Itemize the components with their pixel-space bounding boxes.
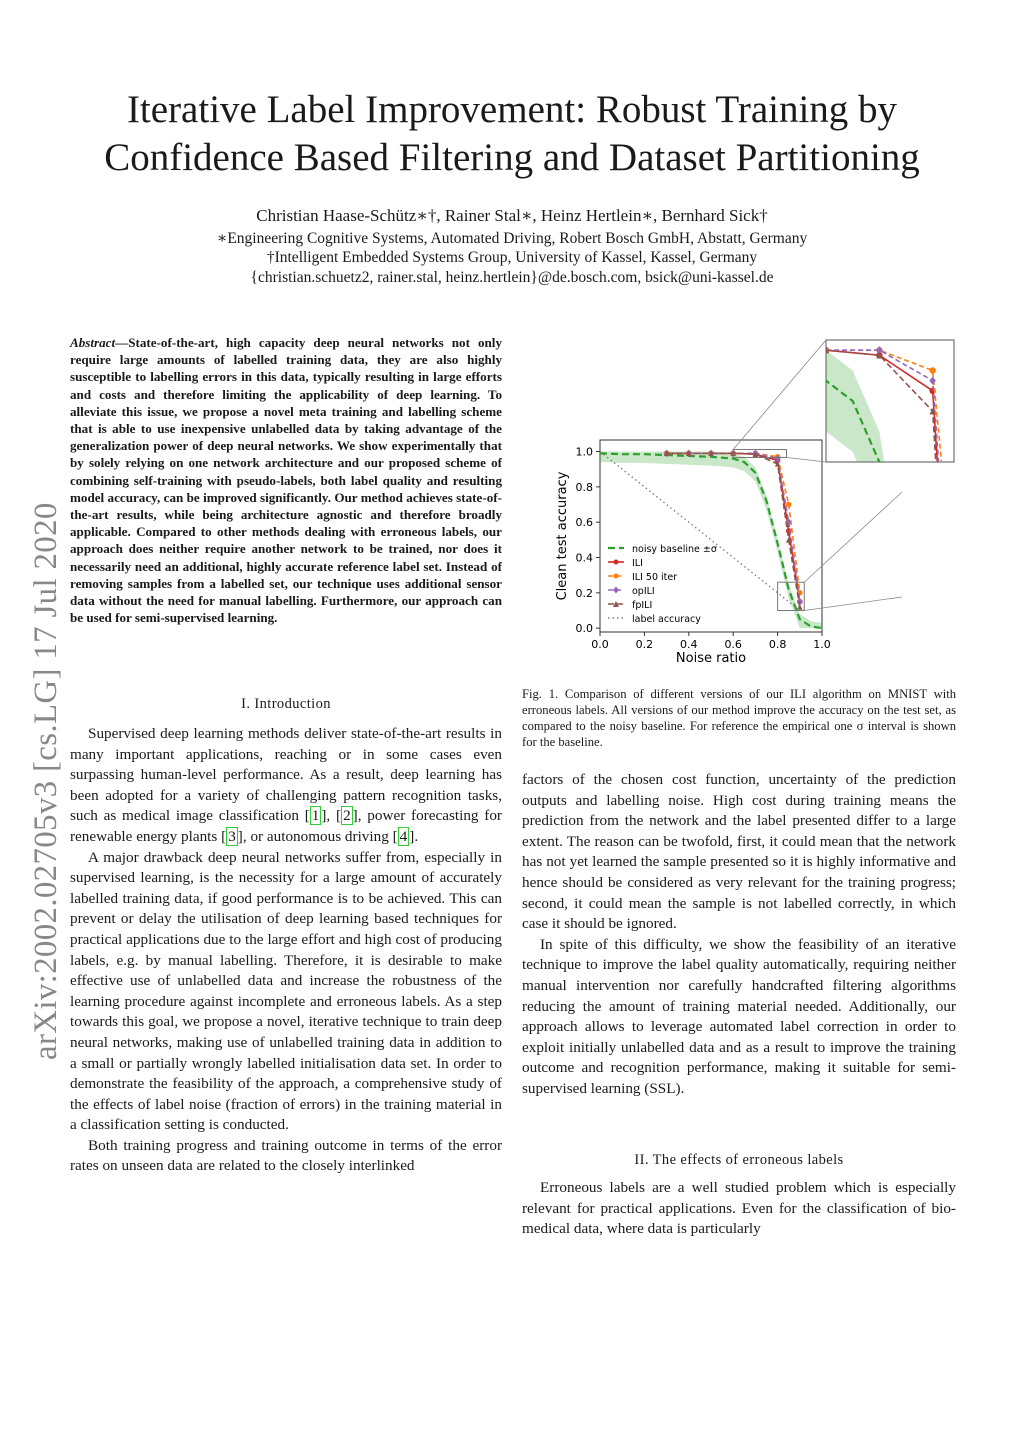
citation-link[interactable]: 1 <box>311 807 320 825</box>
data-point <box>769 346 775 354</box>
abstract <box>70 334 502 626</box>
legend-label: fpILI <box>632 600 653 611</box>
legend-label: label accuracy <box>632 614 701 625</box>
section-2-paragraph-1: Erroneous labels are a well studied problem which is especially relevant for practical applications. Even for the classification of bio-medical data, where data is particularly <box>522 1179 956 1238</box>
inset-connector <box>733 340 826 450</box>
series-line <box>600 452 800 611</box>
citation-link[interactable]: 3 <box>228 827 236 845</box>
data-point <box>929 367 935 373</box>
x-tick-label: 0.8 <box>768 638 787 651</box>
paper-title: Iterative Label Improvement: Robust Training by Confidence Based Filtering and Dataset Partitioning <box>104 88 920 179</box>
inset-connector <box>786 458 826 462</box>
citation-link[interactable]: 2 <box>343 807 351 825</box>
chart-legend <box>608 544 717 625</box>
abstract-text: —State-of-the-art, high capacity deep neural networks not only require large amounts of labelled training data, they are also highly susceptible to labelling errors in this data, typically resulting in large efforts and costs and therefore limiting the applicability of deep learning. To alleviate this issue, we propose a novel meta training and labelling scheme that is able to use inexpensive unlabelled data by taking advantage of the generalization power of deep neural networks. We show experimentally that by solely relying on one network architecture and our proposed scheme of combining self-training with pseudo-labels, both label quality and resulting model accuracy, can be improved significantly. Our method achieves state-of-the-art results, while being architecture agnostic and therefore broadly applicable. Compared to other methods dealing with erroneous labels, our approach does neither require another network to be trained, nor does it necessarily need an additional, highly accurate reference label set. Instead of removing samples from a labelled set, our technique uses additional sensor data without the need for manual labelling. Furthermore, our approach can be used for semi-supervised learning. <box>70 335 502 626</box>
y-tick-label: 1.0 <box>575 445 593 459</box>
x-tick-label: 0.0 <box>591 638 609 651</box>
figure-1-chart <box>522 332 956 680</box>
intro-paragraph-1: Supervised deep learning methods deliver state-of-the-art results in many important applications, reaching or in some cases even surpassing human-level performance. As a result, deep learning has been adopted for a variety of challenging pattern recognition tasks, such as medical image classification [ 1 ], [ 2 ], power forecasting for renewable energy plants [ 3 ], or autonomous driving [ 4 ]. <box>70 725 502 845</box>
legend-label: ILI <box>632 558 643 569</box>
figure-1-caption: Fig. 1. Comparison of different versions of our ILI algorithm on MNIST with erroneous labels. All versions of our method improve the accuracy on the test set, as compared to the noisy baseline. For reference the empirical one σ interval is shown for the baseline. <box>522 687 956 749</box>
author-list: Christian Haase-Schütz∗†, Rainer Stal∗, Heinz Hertlein∗, Bernhard Sick† <box>256 206 768 225</box>
data-point <box>716 346 722 354</box>
x-tick-label: 0.4 <box>680 638 698 651</box>
arxiv-identifier[interactable]: arXiv:2002.02705v3 [cs.LG] 17 Jul 2020 <box>28 502 64 1060</box>
intro-paragraph-2: A major drawback deep neural networks suffer from, especially in supervised learning, is the necessity for a large amount of accurately labelled training data, if good performance is to be achieved. This can prevent or delay the utilisation of deep learning based techniques for practical applications due to the large effort and high cost of producing labels, e.g. by manual labelling. Therefore, it is desirable to make effective use of unlabelled data and increase the robustness of the learning procedure against incomplete and erroneous labels. As a step towards this goal, we propose a novel, iterative technique to train deep neural networks, making use of unlabelled training data in addition to a small or partially wrongly labelled initialisation data set. In order to demonstrate the feasibility of the approach, a comprehensive study of the effects of label noise (fraction of errors) in the training material in a classification setting is conducted. <box>70 848 502 1134</box>
y-axis-label: Clean test accuracy <box>555 471 570 601</box>
data-point <box>769 347 775 353</box>
data-point <box>663 346 669 354</box>
right-paragraph-2: In spite of this difficulty, we show the feasibility of an iterative technique to improve the label quality automatically, requiring neither manual intervention nor carefully handcrafted filtering algorithms reducing the amount of training material needed. Additionally, our approach allows to leverage automated label correction in order to exploit initially unlabelled data and as a result to improve the training outcome and recognition performance, making it suitable for semi-supervised learning (SSL). <box>522 935 956 1097</box>
y-tick-label: 0.6 <box>575 516 593 530</box>
legend-label: ILI 50 iter <box>632 572 678 583</box>
y-tick-label: 0.4 <box>575 551 593 565</box>
data-point <box>769 347 775 353</box>
legend-label: opILI <box>632 586 655 597</box>
data-point <box>663 347 669 353</box>
data-point <box>716 347 722 353</box>
abstract-lead: Abstract <box>70 335 116 350</box>
legend-marker <box>614 560 619 565</box>
x-axis-label: Noise ratio <box>675 651 747 666</box>
inset-connector <box>804 492 902 582</box>
section-2-body <box>522 1178 956 1240</box>
y-tick-label: 0.2 <box>575 586 593 600</box>
author-emails: {christian.schuetz2, rainer.stal, heinz.hertlein}@de.bosch.com, bsick@uni-kassel.de <box>250 269 774 286</box>
inset-connector <box>804 597 902 610</box>
x-tick-label: 0.6 <box>724 638 742 651</box>
legend-label: noisy baseline ±σ <box>632 544 717 555</box>
series-line <box>667 453 800 601</box>
data-point <box>769 347 775 353</box>
citation-link[interactable]: 4 <box>399 827 408 845</box>
legend-marker <box>613 587 619 594</box>
y-tick-label: 0.0 <box>575 622 593 636</box>
legend-marker <box>614 574 619 579</box>
intro-paragraph-3: Both training progress and training outcome in terms of the error rates on unseen data are related to the closely interlinked <box>70 1136 502 1175</box>
right-column-body <box>522 770 956 1100</box>
data-point <box>716 347 722 353</box>
y-tick-label: 0.8 <box>575 480 593 494</box>
x-tick-label: 1.0 <box>813 638 831 651</box>
x-tick-label: 0.2 <box>635 638 654 651</box>
section-heading-erroneous-labels: II. The effects of erroneous labels <box>634 1152 844 1168</box>
data-point <box>716 347 722 353</box>
introduction-body <box>70 724 502 1177</box>
data-point <box>663 347 669 353</box>
right-paragraph-1: factors of the chosen cost function, uncertainty of the prediction outputs and labelling noise. High cost during training means the prediction from the network and the label presented differ to a large extent. The reason can be twofold, first, it could mean that the network has not yet learned the sample presented so it is highly informative and hence should be considered as very relevant for the training progress; second, it could mean the sample is not labelled correctly, in which case it should be ignored. <box>522 771 956 933</box>
section-heading-introduction: I. Introduction <box>241 696 331 712</box>
data-point <box>663 347 669 353</box>
affiliation-kassel: †Intelligent Embedded Systems Group, University of Kassel, Kassel, Germany <box>266 249 758 266</box>
affiliation-bosch: ∗Engineering Cognitive Systems, Automated Driving, Robert Bosch GmbH, Abstatt, Germany <box>216 230 808 247</box>
